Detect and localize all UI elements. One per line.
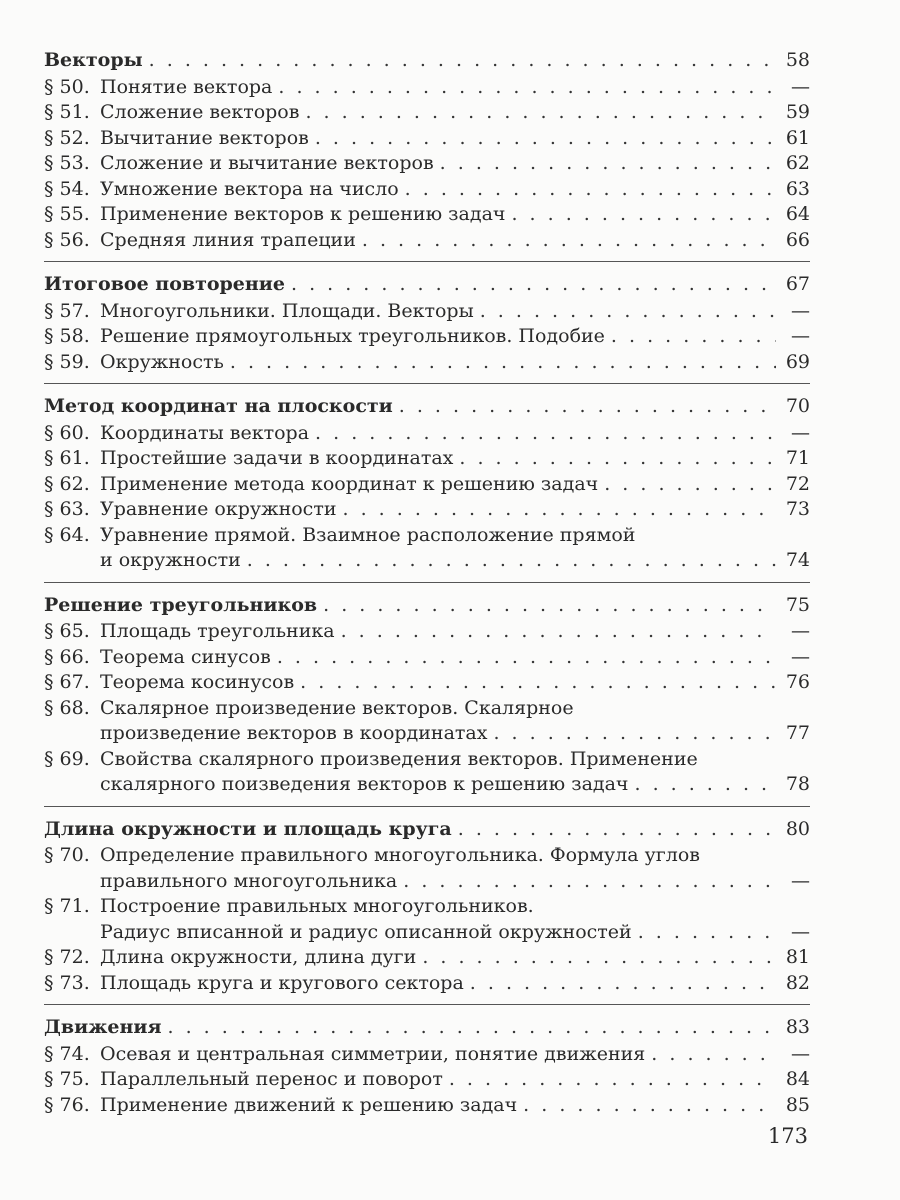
toc-entry[interactable] xyxy=(44,421,810,447)
dot-leader xyxy=(517,1093,776,1119)
page-number: 173 xyxy=(767,1124,808,1148)
toc-entry[interactable] xyxy=(44,747,810,773)
dot-leader xyxy=(598,472,776,498)
dot-leader xyxy=(294,670,776,696)
entry-page: 63 xyxy=(785,177,810,200)
toc-section xyxy=(44,817,810,1006)
dot-leader xyxy=(453,446,776,472)
entry-title: Применение метода координат к решению задач xyxy=(100,472,599,495)
dot-leader xyxy=(335,619,776,645)
section-heading[interactable] xyxy=(44,48,810,74)
entry-page: 77 xyxy=(785,722,810,744)
toc-section xyxy=(44,1015,810,1126)
entry-title: и окружности xyxy=(100,549,241,571)
toc-entry-continuation[interactable] xyxy=(44,869,810,895)
section-page: 80 xyxy=(785,817,810,840)
entry-title: Площадь круга и кругового сектора xyxy=(100,971,464,994)
toc-section xyxy=(44,272,810,384)
entry-page: 76 xyxy=(785,671,810,693)
toc-entry-continuation[interactable] xyxy=(44,920,810,946)
entry-page: 62 xyxy=(785,152,810,174)
toc-entry-continuation[interactable] xyxy=(44,548,810,574)
entry-page: 64 xyxy=(785,203,810,225)
entry-title: Радиус вписанной и радиус описанной окружностей xyxy=(100,920,632,943)
entry-title: Понятие вектора xyxy=(100,75,273,98)
entry-title: Умножение вектора на число xyxy=(100,177,399,200)
paragraph-number: § 59. xyxy=(44,350,90,373)
entry-title: Окружность xyxy=(100,350,224,373)
entry-page: — xyxy=(791,645,810,668)
toc-section xyxy=(44,593,810,807)
paragraph-number: § 68. xyxy=(44,696,90,719)
entry-title: Площадь треугольника xyxy=(100,620,335,642)
dot-leader xyxy=(224,350,776,376)
dot-leader xyxy=(399,177,776,203)
entry-page: 69 xyxy=(785,350,810,373)
toc-entry[interactable] xyxy=(44,324,810,350)
toc-entry[interactable] xyxy=(44,1093,810,1119)
entry-title: Вычитание векторов xyxy=(100,126,309,149)
dot-leader xyxy=(285,272,776,298)
paragraph-number: § 65. xyxy=(44,620,90,642)
entry-title: Многоугольники. Площади. Векторы xyxy=(100,299,474,322)
toc-entry-continuation[interactable] xyxy=(44,772,810,798)
section-title: Решение треугольников xyxy=(44,593,318,616)
dot-leader xyxy=(452,817,776,843)
toc-entry[interactable] xyxy=(44,619,810,645)
entry-page: 85 xyxy=(785,1093,810,1116)
dot-leader xyxy=(605,324,776,350)
dot-leader xyxy=(317,593,776,619)
dot-leader xyxy=(645,1042,776,1068)
dot-leader xyxy=(299,100,776,126)
entry-title: Построение правильных многоугольников. xyxy=(100,895,534,917)
entry-page: 81 xyxy=(785,946,810,968)
section-page: 67 xyxy=(785,273,810,295)
dot-leader xyxy=(474,299,776,325)
toc-entry[interactable] xyxy=(44,645,810,671)
paragraph-number: § 52. xyxy=(44,126,90,149)
entry-page: 59 xyxy=(785,101,810,123)
dot-leader xyxy=(162,1015,777,1041)
paragraph-number: § 73. xyxy=(44,971,90,994)
paragraph-number: § 69. xyxy=(44,747,90,770)
entry-title: произведение векторов в координатах xyxy=(100,722,488,744)
paragraph-number: § 58. xyxy=(44,325,90,347)
toc-section xyxy=(44,394,810,583)
toc-entry[interactable] xyxy=(44,894,810,920)
paragraph-number: § 62. xyxy=(44,472,90,495)
entry-title: Средняя линия трапеции xyxy=(100,228,356,251)
entry-page: — xyxy=(791,620,810,642)
section-page: 58 xyxy=(785,49,810,71)
dot-leader xyxy=(416,945,776,971)
paragraph-number: § 51. xyxy=(44,101,90,123)
toc-entry[interactable] xyxy=(44,1067,810,1093)
section-heading[interactable] xyxy=(44,272,810,298)
toc-entry[interactable] xyxy=(44,202,810,228)
dot-leader xyxy=(434,151,776,177)
toc-entry[interactable] xyxy=(44,446,810,472)
toc-entry[interactable] xyxy=(44,971,810,997)
entry-page: 71 xyxy=(785,447,810,469)
entry-page: — xyxy=(791,299,810,322)
toc-entry[interactable] xyxy=(44,75,810,101)
toc-entry[interactable] xyxy=(44,1042,810,1068)
paragraph-number: § 72. xyxy=(44,946,90,968)
entry-title: Координаты вектора xyxy=(100,421,310,444)
section-title: Векторы xyxy=(44,49,143,71)
toc-entry[interactable] xyxy=(44,696,810,722)
paragraph-number: § 55. xyxy=(44,203,90,225)
entry-title: Решение прямоугольных треугольников. Подобие xyxy=(100,325,605,347)
paragraph-number: § 74. xyxy=(44,1042,90,1065)
paragraph-number: § 71. xyxy=(44,895,90,917)
dot-leader xyxy=(356,228,776,254)
section-title: Длина окружности и площадь круга xyxy=(44,817,452,840)
entry-page: — xyxy=(791,869,810,892)
dot-leader xyxy=(443,1067,776,1093)
toc-entry[interactable] xyxy=(44,100,810,126)
dot-leader xyxy=(309,421,776,447)
paragraph-number: § 67. xyxy=(44,671,90,693)
section-page: 83 xyxy=(785,1016,810,1038)
entry-page: — xyxy=(791,1042,810,1065)
dot-leader xyxy=(632,920,776,946)
entry-title: скалярного поизведения векторов к решению задач xyxy=(100,773,629,795)
dot-leader xyxy=(272,75,776,101)
section-heading[interactable] xyxy=(44,593,810,619)
entry-title: Длина окружности, длина дуги xyxy=(100,946,417,968)
section-heading[interactable] xyxy=(44,817,810,843)
toc-entry[interactable] xyxy=(44,299,810,325)
paragraph-number: § 64. xyxy=(44,523,90,546)
toc-entry[interactable] xyxy=(44,945,810,971)
toc-entry[interactable] xyxy=(44,151,810,177)
dot-leader xyxy=(337,497,777,523)
paragraph-number: § 76. xyxy=(44,1093,90,1116)
entry-page: 84 xyxy=(785,1068,810,1090)
paragraph-number: § 66. xyxy=(44,645,90,668)
entry-title: Сложение и вычитание векторов xyxy=(100,152,434,174)
entry-title: правильного многоугольника xyxy=(100,869,398,892)
entry-page: — xyxy=(791,920,810,943)
entry-title: Теорема синусов xyxy=(100,645,271,668)
entry-page: 74 xyxy=(785,549,810,571)
paragraph-number: § 60. xyxy=(44,421,90,444)
entry-title: Простейшие задачи в координатах xyxy=(100,447,454,469)
paragraph-number: § 75. xyxy=(44,1068,90,1090)
toc-entry[interactable] xyxy=(44,228,810,254)
paragraph-number: § 63. xyxy=(44,498,90,520)
section-heading[interactable] xyxy=(44,394,810,420)
entry-title: Уравнение прямой. Взаимное расположение прямой xyxy=(100,523,636,546)
paragraph-number: § 61. xyxy=(44,447,90,469)
entry-page: — xyxy=(791,325,810,347)
entry-title: Применение векторов к решению задач xyxy=(100,203,506,225)
dot-leader xyxy=(464,971,776,997)
entry-title: Теорема косинусов xyxy=(100,671,295,693)
entry-title: Уравнение окружности xyxy=(100,498,337,520)
toc-entry[interactable] xyxy=(44,523,810,549)
entry-page: 72 xyxy=(785,472,810,495)
entry-title: Сложение векторов xyxy=(100,101,300,123)
dot-leader xyxy=(241,548,776,574)
paragraph-number: § 50. xyxy=(44,75,90,98)
section-page: 70 xyxy=(785,395,810,417)
dot-leader xyxy=(271,645,776,671)
toc-entry[interactable] xyxy=(44,350,810,376)
toc-entry[interactable] xyxy=(44,472,810,498)
toc-entry[interactable] xyxy=(44,126,810,152)
entry-title: Определение правильного многоугольника. Формула углов xyxy=(100,844,700,866)
dot-leader xyxy=(487,721,776,747)
dot-leader xyxy=(628,772,776,798)
paragraph-number: § 53. xyxy=(44,152,90,174)
dot-leader xyxy=(393,394,776,420)
dot-leader xyxy=(143,48,776,74)
entry-title: Осевая и центральная симметрии, понятие движения xyxy=(100,1042,646,1065)
section-page: 75 xyxy=(785,593,810,616)
table-of-contents xyxy=(44,48,810,1136)
toc-entry[interactable] xyxy=(44,177,810,203)
section-title: Итоговое повторение xyxy=(44,273,285,295)
entry-page: — xyxy=(791,421,810,444)
paragraph-number: § 57. xyxy=(44,299,90,322)
entry-page: 82 xyxy=(785,971,810,994)
section-heading[interactable] xyxy=(44,1015,810,1041)
dot-leader xyxy=(309,126,776,152)
section-title: Движения xyxy=(44,1016,162,1038)
dot-leader xyxy=(397,869,776,895)
entry-page: 73 xyxy=(785,498,810,520)
toc-entry[interactable] xyxy=(44,843,810,869)
entry-page: 61 xyxy=(785,126,810,149)
toc-section xyxy=(44,48,810,262)
toc-entry-continuation[interactable] xyxy=(44,721,810,747)
entry-page: 78 xyxy=(785,773,810,795)
entry-title: Скалярное произведение векторов. Скалярное xyxy=(100,696,574,719)
entry-page: — xyxy=(791,75,810,98)
toc-entry[interactable] xyxy=(44,670,810,696)
entry-title: Применение движений к решению задач xyxy=(100,1093,518,1116)
paragraph-number: § 70. xyxy=(44,844,90,866)
toc-entry[interactable] xyxy=(44,497,810,523)
entry-title: Свойства скалярного произведения векторов. Применение xyxy=(100,747,698,770)
entry-title: Параллельный перенос и поворот xyxy=(100,1068,443,1090)
entry-page: 66 xyxy=(785,228,810,251)
dot-leader xyxy=(505,202,776,228)
section-title: Метод координат на плоскости xyxy=(44,395,393,417)
paragraph-number: § 54. xyxy=(44,177,90,200)
paragraph-number: § 56. xyxy=(44,228,90,251)
